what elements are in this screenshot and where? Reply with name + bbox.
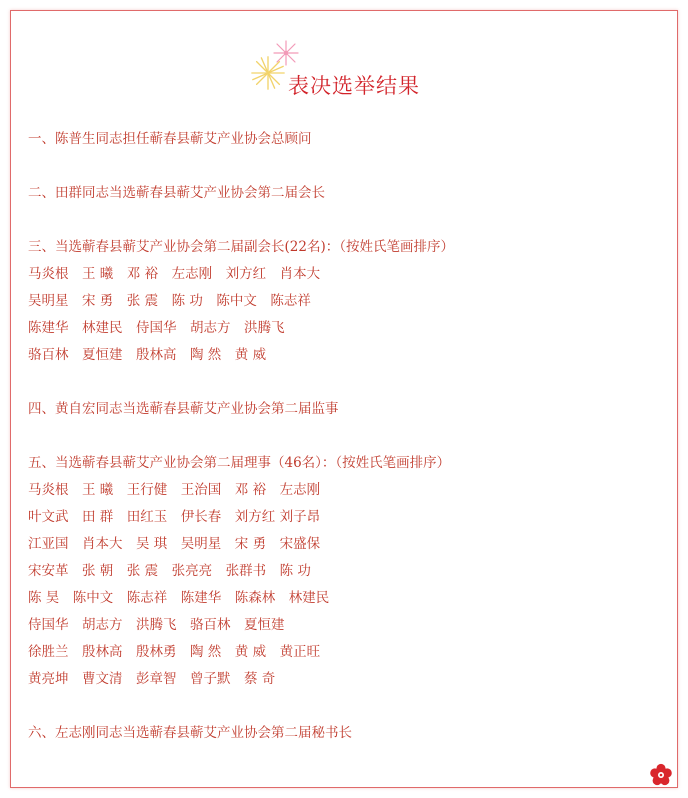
vice-president-names-line: 马炎根 王 曦 邓 裕 左志刚 刘方红 肖本大 [28, 266, 321, 282]
council-member-names-line: 侍国华 胡志方 洪腾飞 骆百林 夏恒建 [28, 617, 285, 633]
title-header [245, 40, 455, 100]
results-content [28, 126, 658, 747]
result-item-2: 二、田群同志当选蕲春县蕲艾产业协会第二届会长 [28, 185, 325, 201]
council-member-names-line: 江亚国 肖本大 吴 琪 吴明星 宋 勇 宋盛保 [28, 536, 321, 552]
result-item-3: 三、当选蕲春县蕲艾产业协会第二届副会长(22名)：（按姓氏笔画排序） [28, 239, 454, 255]
council-member-names-line: 叶文武 田 群 田红玉 伊长春 刘方红 刘子昂 [28, 509, 321, 525]
vice-president-names-line: 陈建华 林建民 侍国华 胡志方 洪腾飞 [28, 320, 285, 336]
vice-president-names-line: 骆百林 夏恒建 殷林高 陶 然 黄 威 [28, 347, 267, 363]
result-item-6: 六、左志刚同志当选蕲春县蕲艾产业协会第二届秘书长 [28, 725, 352, 741]
council-member-names-line: 马炎根 王 曦 王行健 王治国 邓 裕 左志刚 [28, 482, 321, 498]
vice-president-names-line: 吴明星 宋 勇 张 震 陈 功 陈中文 陈志祥 [28, 293, 311, 309]
firework-pink-icon [273, 40, 299, 66]
council-member-names-line: 黄亮坤 曹文清 彭章智 曾子默 蔡 奇 [28, 671, 276, 687]
council-member-names-line: 徐胜兰 殷林高 殷林勇 陶 然 黄 威 黄正旺 [28, 644, 321, 660]
council-member-names-line: 陈 昊 陈中文 陈志祥 陈建华 陈森林 林建民 [28, 590, 330, 606]
result-item-1: 一、陈普生同志担任蕲春县蕲艾产业协会总顾问 [28, 131, 312, 147]
plum-blossom-icon [649, 763, 673, 787]
result-item-5: 五、当选蕲春县蕲艾产业协会第二届理事（46名）：（按姓氏笔画排序） [28, 455, 451, 471]
page-title: 表决选举结果 [288, 74, 420, 98]
council-member-names-line: 宋安革 张 朝 张 震 张亮亮 张群书 陈 功 [28, 563, 311, 579]
result-item-4: 四、黄自宏同志当选蕲春县蕲艾产业协会第二届监事 [28, 401, 339, 417]
